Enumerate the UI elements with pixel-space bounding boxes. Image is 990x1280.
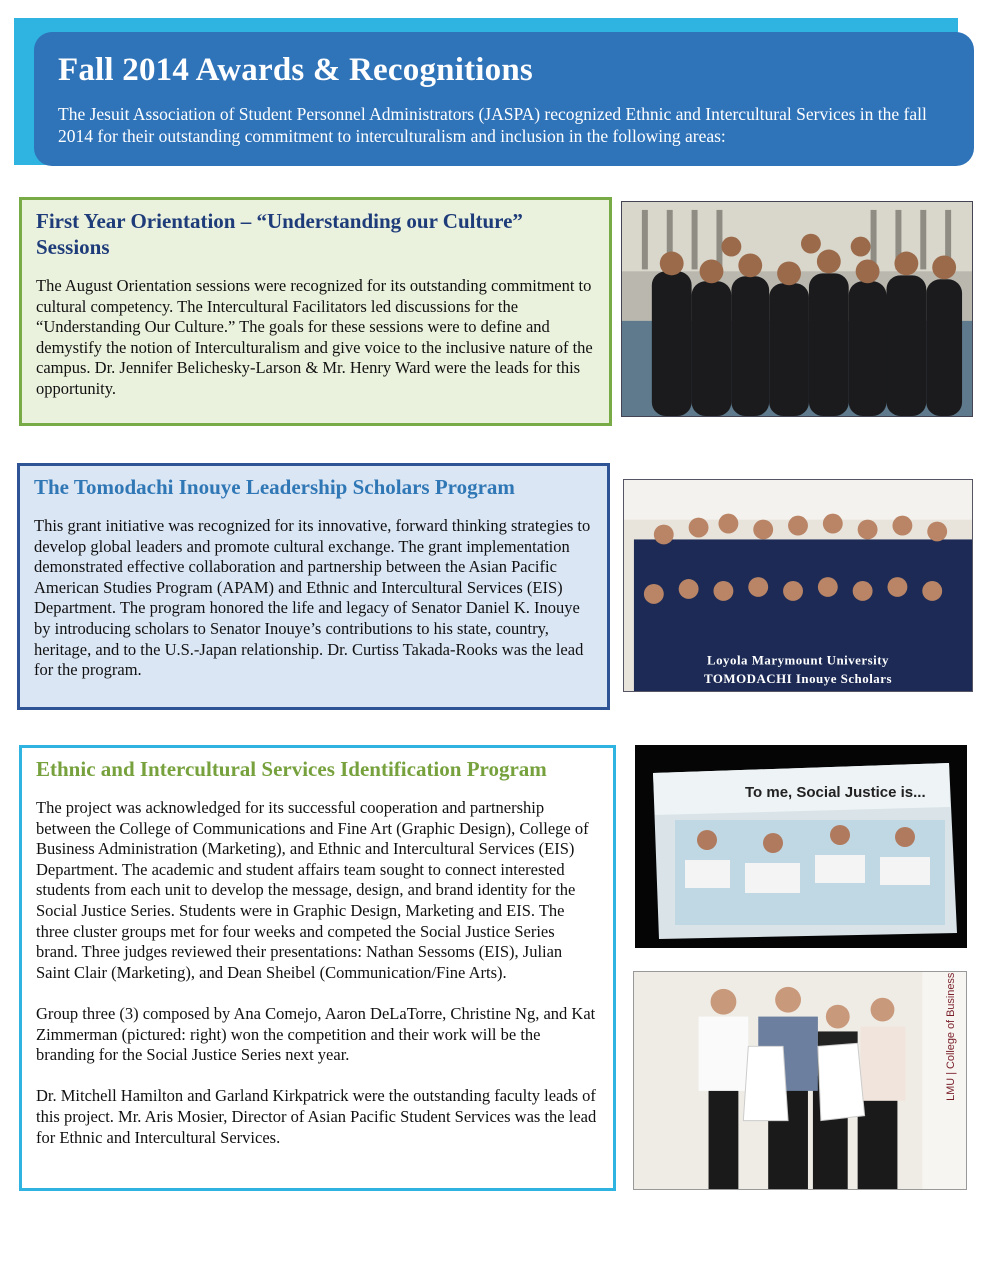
social-justice-slide-photo xyxy=(635,745,967,948)
tomodachi-title: The Tomodachi Inouye Leadership Scholars Program xyxy=(34,475,515,499)
orientation-paragraph: The August Orientation sessions were recognized for its outstanding commitment to cultural competency. The Intercultural Facilitators led discussions for the “Understanding Our Culture.” The goals for these sessions were to define and demystify the notion of Interculturalism and give voice to the inclusive nature of the campus. Dr. Jennifer Belichesky-Larson & Mr. Henry Ward were the leads for this opportunity. xyxy=(36,276,593,398)
tomodachi-caption-line2: TOMODACHI Inouye Scholars xyxy=(703,672,893,687)
slide-heading: To me, Social Justice is... xyxy=(745,784,926,801)
page-intro: The Jesuit Association of Student Personnel Administrators (JASPA) recognized Ethnic and Intercultural Services in the fall 2014 for their outstanding commitment to interculturalism and inclusion in the following areas: xyxy=(58,104,927,146)
page-header xyxy=(34,32,974,166)
tomodachi-section xyxy=(17,463,610,710)
orientation-section xyxy=(19,197,612,426)
identification-section xyxy=(19,745,616,1191)
identification-paragraph-3: Dr. Mitchell Hamilton and Garland Kirkpatrick were the outstanding faculty leads of this project. Mr. Aris Mosier, Director of Asian Pacific Student Services was the lead for Ethnic and Intercultural Services. xyxy=(36,1086,597,1147)
winning-team-photo xyxy=(633,971,967,1190)
tomodachi-paragraph: This grant initiative was recognized for its innovative, forward thinking strategies to develop global leaders and promote cultural exchange. The grant implementation demonstrated effective collaboration and partnership between the Asian Pacific American Studies Program (APAM) and Ethnic and Intercultural Services (EIS) Department. The program honored the life and legacy of Senator Daniel K. Inouye by introducing scholars to Senator Inouye’s contributions to his state, country, heritage, and to the U.S.-Japan relationship. Dr. Curtiss Takada-Rooks was the lead for the program. xyxy=(34,516,591,680)
orientation-group-photo xyxy=(621,201,973,417)
identification-paragraph-1: The project was acknowledged for its successful cooperation and partnership between the College of Communications and Fine Art (Graphic Design), College of Business Administration (Marketing), and Ethnic and Intercultural Services (EIS) Department. The academic and student affairs team sought to connect interested students from each unit to develop the message, design, and brand identity for the Social Justice Series. Students were in Graphic Design, Marketing and EIS. The three cluster groups met for four weeks and competed the Social Justice Series brand. Three judges reviewed their presentations: Nathan Sessoms (EIS), Julian Saint Clair (Marketing), and Dean Sheibel (Communication/Fine Arts). xyxy=(36,798,589,982)
identification-paragraph-2: Group three (3) composed by Ana Comejo, Aaron DeLaTorre, Christine Ng, and Kat Zimmerman (pictured: right) won the competition and their work will be the branding for the Social Justice Series next year. xyxy=(36,1003,596,1065)
tomodachi-caption-line1: Loyola Marymount University xyxy=(706,653,890,668)
page-title: Fall 2014 Awards & Recognitions xyxy=(58,52,533,88)
identification-title: Ethnic and Intercultural Services Identification Program xyxy=(36,757,547,781)
tomodachi-group-photo xyxy=(623,479,973,692)
orientation-title: First Year Orientation – “Understanding our Culture” Sessions xyxy=(36,209,523,259)
banner-text: LMU | College of Business xyxy=(945,972,958,1101)
